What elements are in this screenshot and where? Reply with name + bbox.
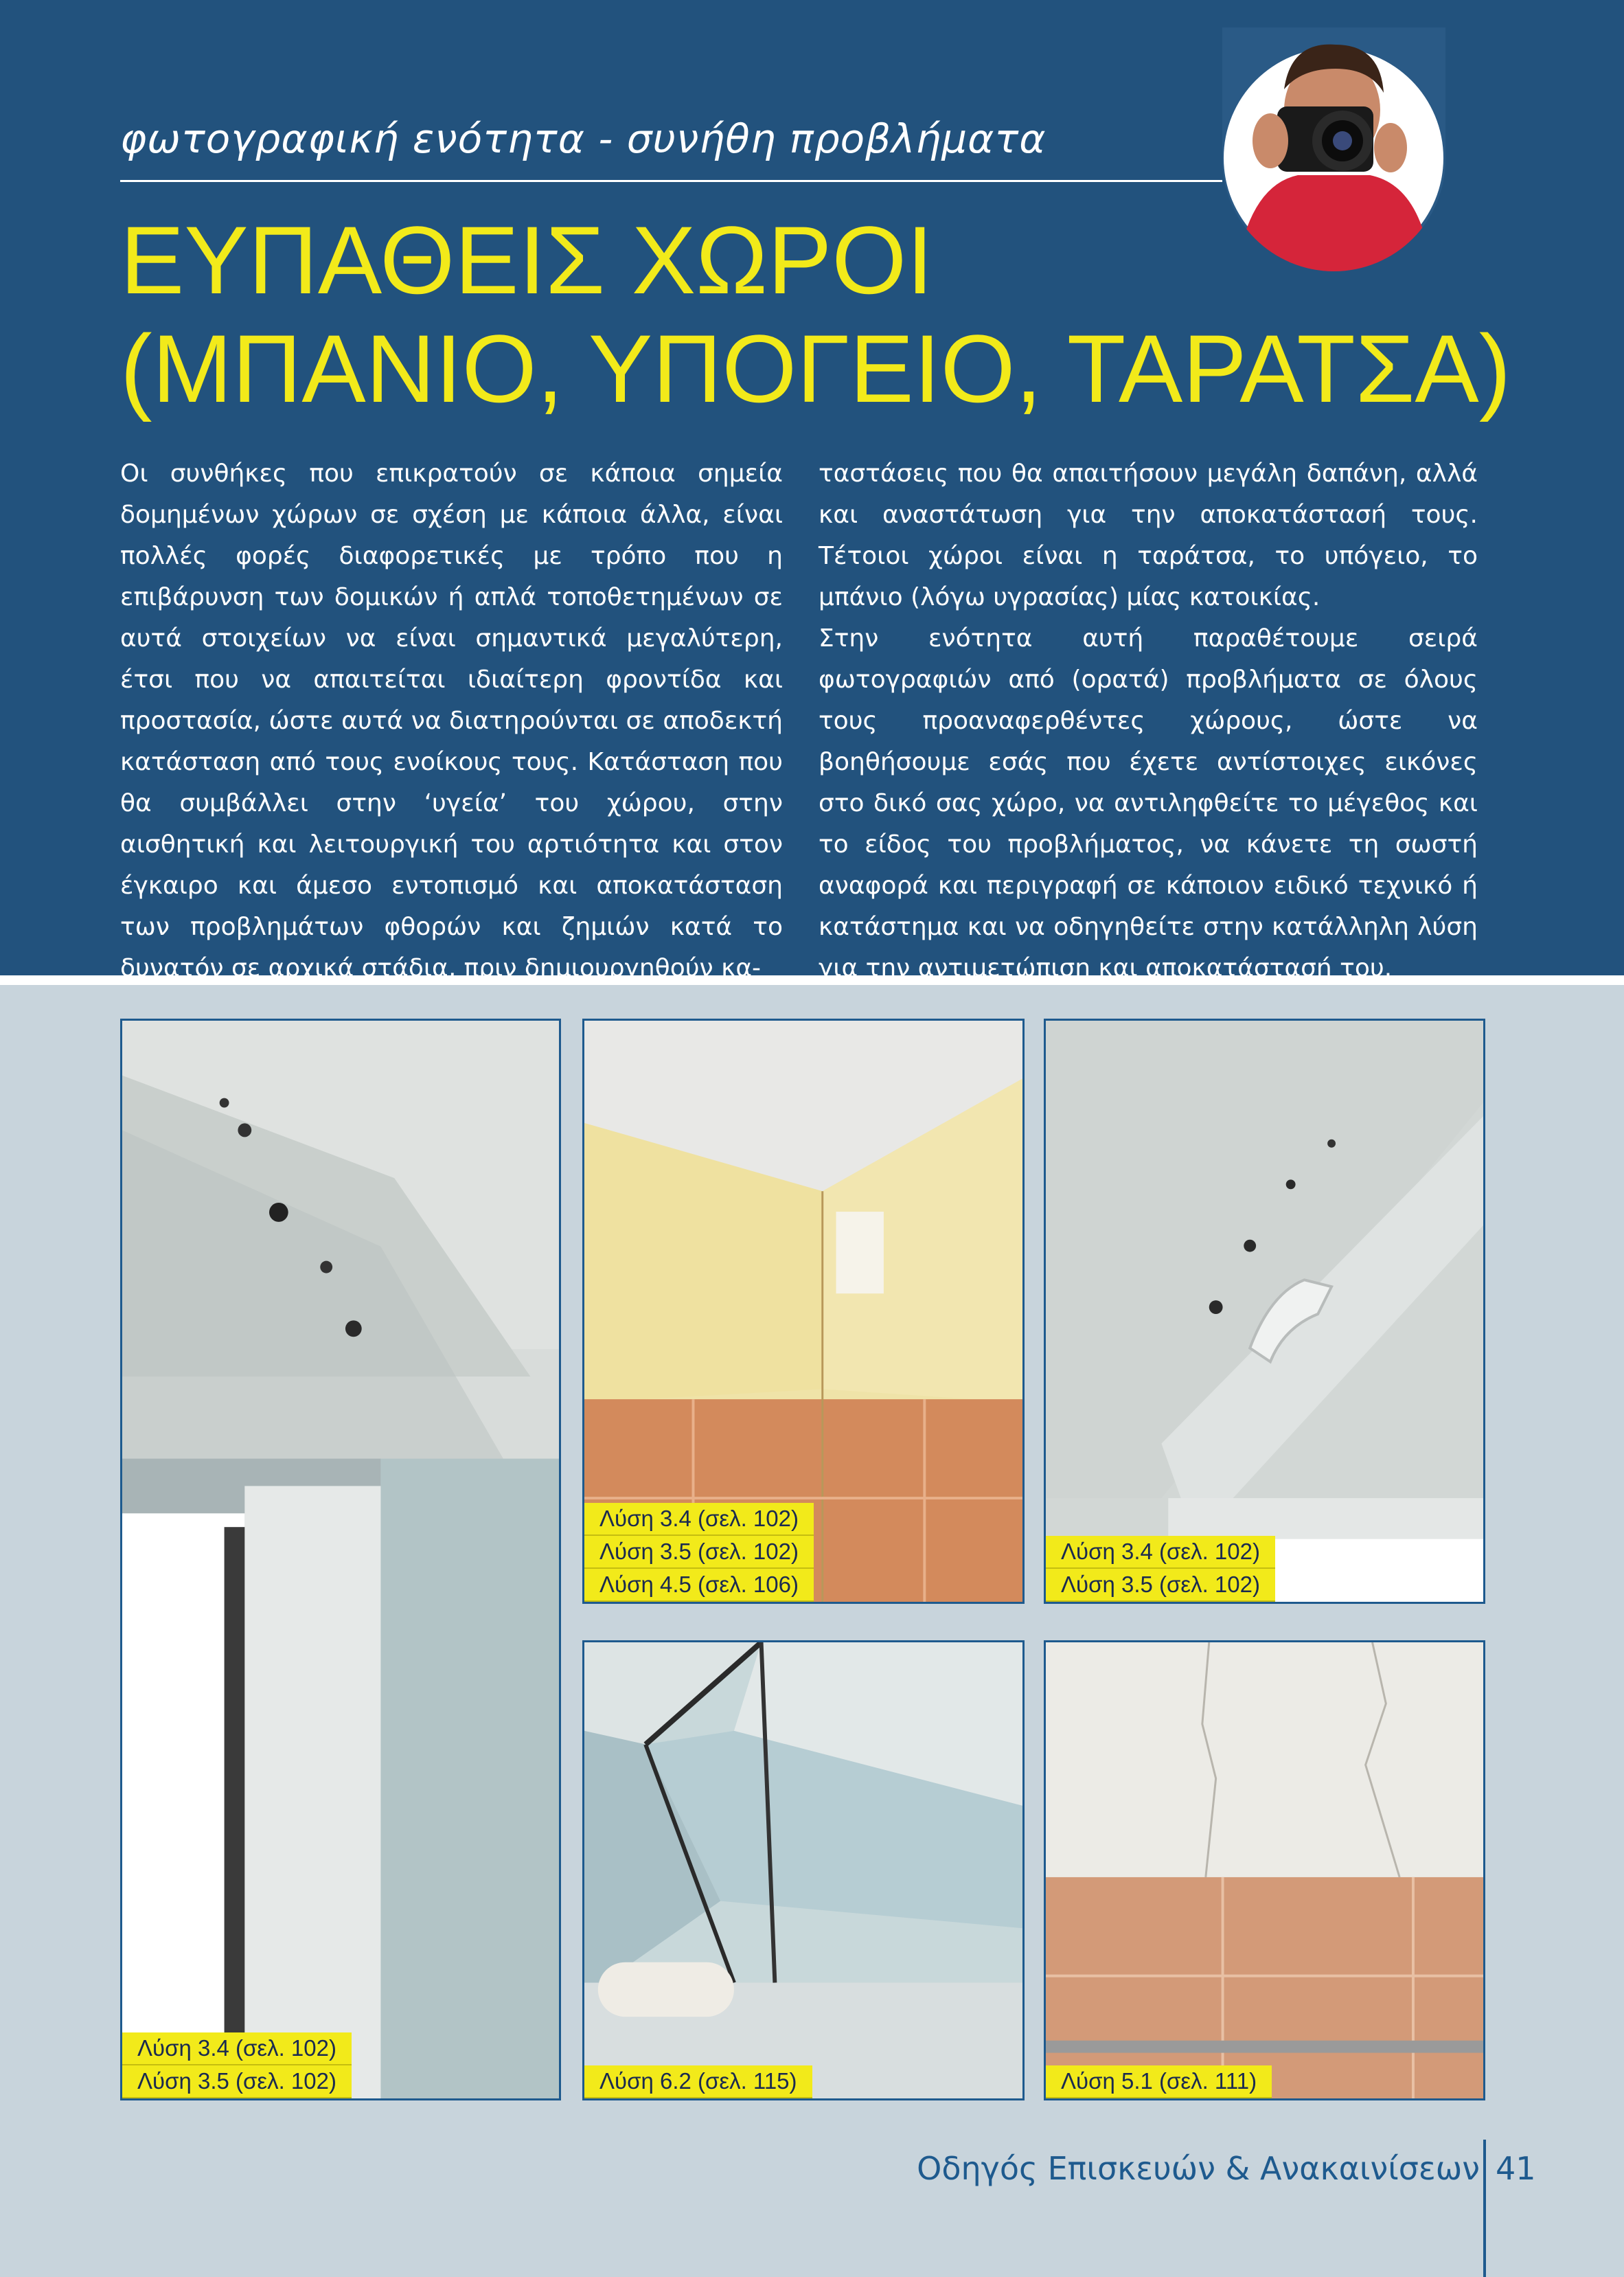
- title-line-2: (ΜΠΑΝΙΟ, ΥΠΟΓΕΙΟ, ΤΑΡΑΤΣΑ): [120, 315, 1511, 422]
- body-column-right: [819, 453, 1478, 989]
- photo-image: [584, 1642, 1022, 2098]
- solution-label: Λύση 3.4 (σελ. 102): [584, 1503, 814, 1536]
- photographer-icon: [1222, 27, 1445, 271]
- solution-label: Λύση 5.1 (σελ. 111): [1046, 2065, 1272, 2098]
- photo-window-mold: [120, 1019, 561, 2100]
- section-kicker: φωτογραφική ενότητα - συνήθη προβλήματα: [120, 115, 1047, 162]
- footer-divider: [1483, 2140, 1486, 2277]
- body-paragraph: Οι συνθήκες που επικρατούν σε κάποια σημεία δομημένων χώρων σε σχέση με κάποια άλλα, είναι πολλές φορές διαφορετικές με τρόπο που η επιβάρυνση των δομικών ή απλά τοποθετημένων σε αυτά στοιχείων να είναι σημαντικά μεγαλύτερη, έτσι που να απαιτείται ιδιαίτερη φροντίδα και προστασία, ώστε αυτά να διατηρούνται σε αποδεκτή κατάσταση από τους ενοίκους τους. Κατάσταση που θα συμβάλλει στην ‘υγεία’ του χώρου, στην αισθητική και λειτουργική του αρτιότητα και στον έγκαιρο και άμεσο εντοπισμό και αποκατάσταση των προβλημάτων φθορών και ζημιών κατά το δυνατόν σε αρχικά στάδια, πριν δημιουργηθούν κα-: [120, 460, 783, 982]
- solution-label: Λύση 4.5 (σελ. 106): [584, 1569, 814, 1602]
- page-number: 41: [1496, 2150, 1536, 2187]
- solution-label: Λύση 6.2 (σελ. 115): [584, 2065, 812, 2098]
- kicker-underline: [120, 180, 1222, 182]
- title-line-1: ΕΥΠΑΘΕΙΣ ΧΩΡΟΙ: [120, 206, 934, 314]
- solution-labels: [122, 2032, 352, 2098]
- solution-labels: [584, 1503, 814, 1602]
- solution-label: Λύση 3.5 (σελ. 102): [122, 2065, 352, 2098]
- body-paragraph: ταστάσεις που θα απαιτήσουν μεγάλη δαπάνη, αλλά και αναστάτωση για την αποκατάστασή τους. Τέτοιοι χώροι είναι η ταράτσα, το υπόγειο, το μπάνιο (λόγω υγρασίας) μίας κατοικίας.: [819, 460, 1478, 611]
- photo-cracked-wall: [1044, 1640, 1485, 2100]
- solution-labels: [1046, 1536, 1275, 1602]
- photo-window-handle: [1044, 1019, 1485, 1604]
- footer-book-title: Οδηγός Επισκευών & Ανακαινίσεων: [917, 2150, 1480, 2187]
- solution-labels: [584, 2065, 812, 2098]
- photo-image: [1046, 1642, 1483, 2098]
- photo-image: [1046, 1021, 1483, 1602]
- body-paragraph: Στην ενότητα αυτή παραθέτουμε σειρά φωτογραφιών από (ορατά) προβλήματα σε όλους τους προαναφερθέντες χώρους, ώστε να βοηθήσουμε εσάς που έχετε αντίστοιχες εικόνες στο δικό σας χώρο, να αντιληφθείτε το μέγεθος και το είδος του προβλήματος, να κάνετε τη σωστή αναφορά και περιγραφή σε κάποιον ειδικό τεχνικό ή κατάστημα και να οδηγηθείτε στην κατάλληλη λύση για την αντιμετώπιση και αποκατάστασή του.: [819, 624, 1478, 982]
- solution-labels: [1046, 2065, 1272, 2098]
- photo-image: [122, 1021, 559, 2098]
- solution-label: Λύση 3.4 (σελ. 102): [122, 2032, 352, 2065]
- solution-label: Λύση 3.5 (σελ. 102): [584, 1536, 814, 1569]
- photo-cracked-tiles: [582, 1640, 1025, 2100]
- solution-label: Λύση 3.5 (σελ. 102): [1046, 1569, 1275, 1602]
- body-column-left: [120, 453, 783, 989]
- solution-label: Λύση 3.4 (σελ. 102): [1046, 1536, 1275, 1569]
- photographer-avatar: [1222, 27, 1445, 271]
- photo-bathroom-corner: [582, 1019, 1025, 1604]
